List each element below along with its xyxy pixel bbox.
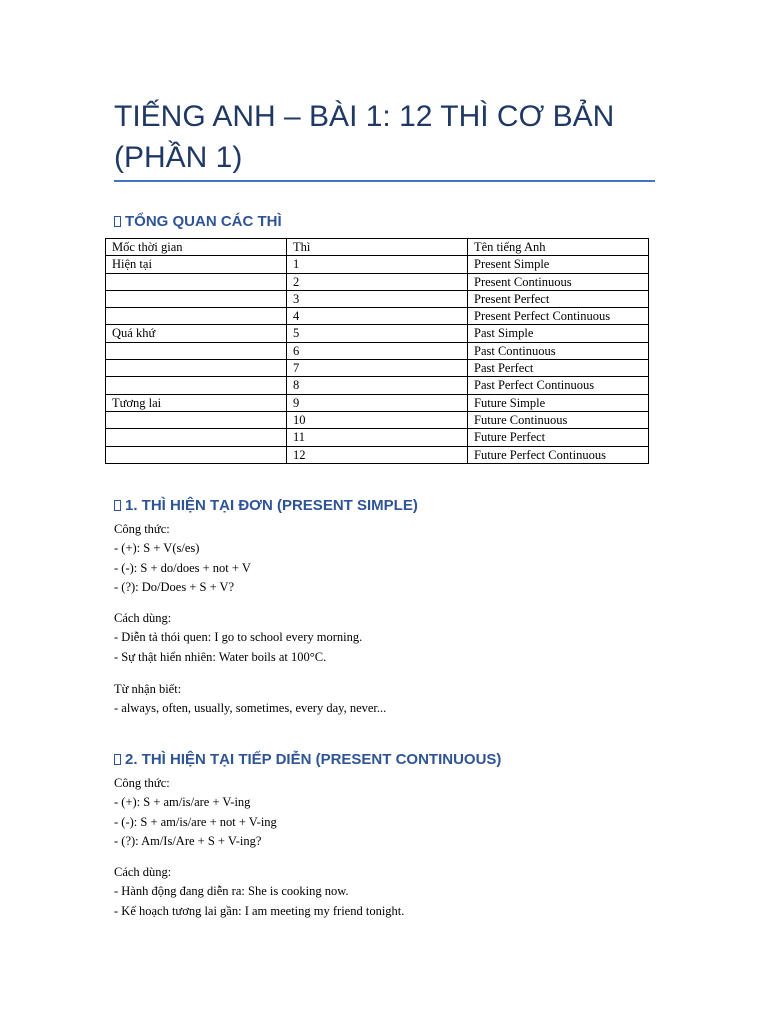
table-cell (106, 411, 287, 428)
table-row (106, 256, 649, 273)
table-row (106, 411, 649, 428)
usage-block (114, 863, 404, 921)
table-cell: Past Continuous (468, 342, 649, 359)
formula-line: - (?): Am/Is/Are + S + V-ing? (114, 833, 262, 848)
table-row (106, 325, 649, 342)
formula-block (114, 774, 277, 851)
formula-line: - (-): S + am/is/are + not + V-ing (114, 814, 277, 829)
formula-label: Công thức: (114, 776, 170, 790)
table-row (106, 377, 649, 394)
page-title: TIẾNG ANH – BÀI 1: 12 THÌ CƠ BẢN (PHẦN 1) (114, 100, 615, 174)
formula-line: - (?): Do/Does + S + V? (114, 579, 235, 594)
overview-heading (114, 212, 282, 232)
table-row (106, 290, 649, 307)
table-cell (106, 308, 287, 325)
usage-line: - Diễn tả thói quen: I go to school every morning. (114, 630, 363, 645)
table-cell: Hiện tại (106, 256, 287, 273)
formula-label: Công thức: (114, 522, 170, 536)
table-cell (106, 377, 287, 394)
table-cell: Past Perfect (468, 360, 649, 377)
heading-marker-icon (114, 216, 121, 227)
signal-words-line: - always, often, usually, sometimes, every day, never... (114, 701, 387, 716)
table-cell (106, 360, 287, 377)
table-header-cell: Tên tiếng Anh (468, 239, 649, 256)
table-cell: 8 (287, 377, 468, 394)
section-heading-text: 2. THÌ HIỆN TẠI TIẾP DIỄN (PRESENT CONTINUOUS) (125, 751, 502, 768)
table-cell (106, 342, 287, 359)
overview-heading-text: TỔNG QUAN CÁC THÌ (125, 213, 282, 230)
table-cell: 1 (287, 256, 468, 273)
table-row (106, 446, 649, 463)
table-cell (106, 446, 287, 463)
table-row (106, 308, 649, 325)
table-cell (106, 429, 287, 446)
table-cell: Present Simple (468, 256, 649, 273)
section-heading-text: 1. THÌ HIỆN TẠI ĐƠN (PRESENT SIMPLE) (125, 497, 418, 514)
usage-line: - Hành động đang diễn ra: She is cooking now. (114, 884, 349, 899)
table-cell: Future Perfect (468, 429, 649, 446)
usage-line: - Kế hoạch tương lai gần: I am meeting my friend tonight. (114, 903, 405, 918)
table-cell: Past Simple (468, 325, 649, 342)
tense-overview-table (105, 238, 649, 464)
formula-line: - (+): S + am/is/are + V-ing (114, 795, 251, 810)
table-row (106, 273, 649, 290)
title-divider (114, 180, 655, 182)
table-cell: 11 (287, 429, 468, 446)
table-cell: Present Perfect Continuous (468, 308, 649, 325)
usage-label: Cách dùng: (114, 611, 172, 625)
formula-block (114, 520, 251, 597)
formula-line: - (-): S + do/does + not + V (114, 560, 251, 575)
table-row (106, 360, 649, 377)
table-cell: 10 (287, 411, 468, 428)
table-cell: 12 (287, 446, 468, 463)
heading-marker-icon (114, 754, 121, 765)
table-header-row (106, 239, 649, 256)
heading-marker-icon (114, 500, 121, 511)
section-heading (114, 750, 501, 770)
table-cell: Present Continuous (468, 273, 649, 290)
table-cell: Future Perfect Continuous (468, 446, 649, 463)
table-cell: Present Perfect (468, 290, 649, 307)
table-cell: 5 (287, 325, 468, 342)
table-row (106, 429, 649, 446)
table-cell: 3 (287, 290, 468, 307)
table-header-cell: Mốc thời gian (106, 239, 287, 256)
table-cell: Tương lai (106, 394, 287, 411)
table-row (106, 342, 649, 359)
table-cell: 4 (287, 308, 468, 325)
signal-words-block (114, 680, 386, 719)
table-cell: Quá khứ (106, 325, 287, 342)
table-cell: 6 (287, 342, 468, 359)
signal-words-label: Từ nhận biết: (114, 682, 182, 696)
table-cell (106, 290, 287, 307)
table-cell: 9 (287, 394, 468, 411)
usage-block (114, 609, 362, 667)
table-cell: 7 (287, 360, 468, 377)
usage-label: Cách dùng: (114, 865, 172, 879)
table-cell: Future Simple (468, 394, 649, 411)
formula-line: - (+): S + V(s/es) (114, 541, 200, 556)
usage-line: - Sự thật hiển nhiên: Water boils at 100°C. (114, 649, 327, 664)
table-cell: Past Perfect Continuous (468, 377, 649, 394)
table-row (106, 394, 649, 411)
table-cell: Future Continuous (468, 411, 649, 428)
table-cell (106, 273, 287, 290)
table-cell: 2 (287, 273, 468, 290)
table-header-cell: Thì (287, 239, 468, 256)
section-heading (114, 496, 418, 516)
